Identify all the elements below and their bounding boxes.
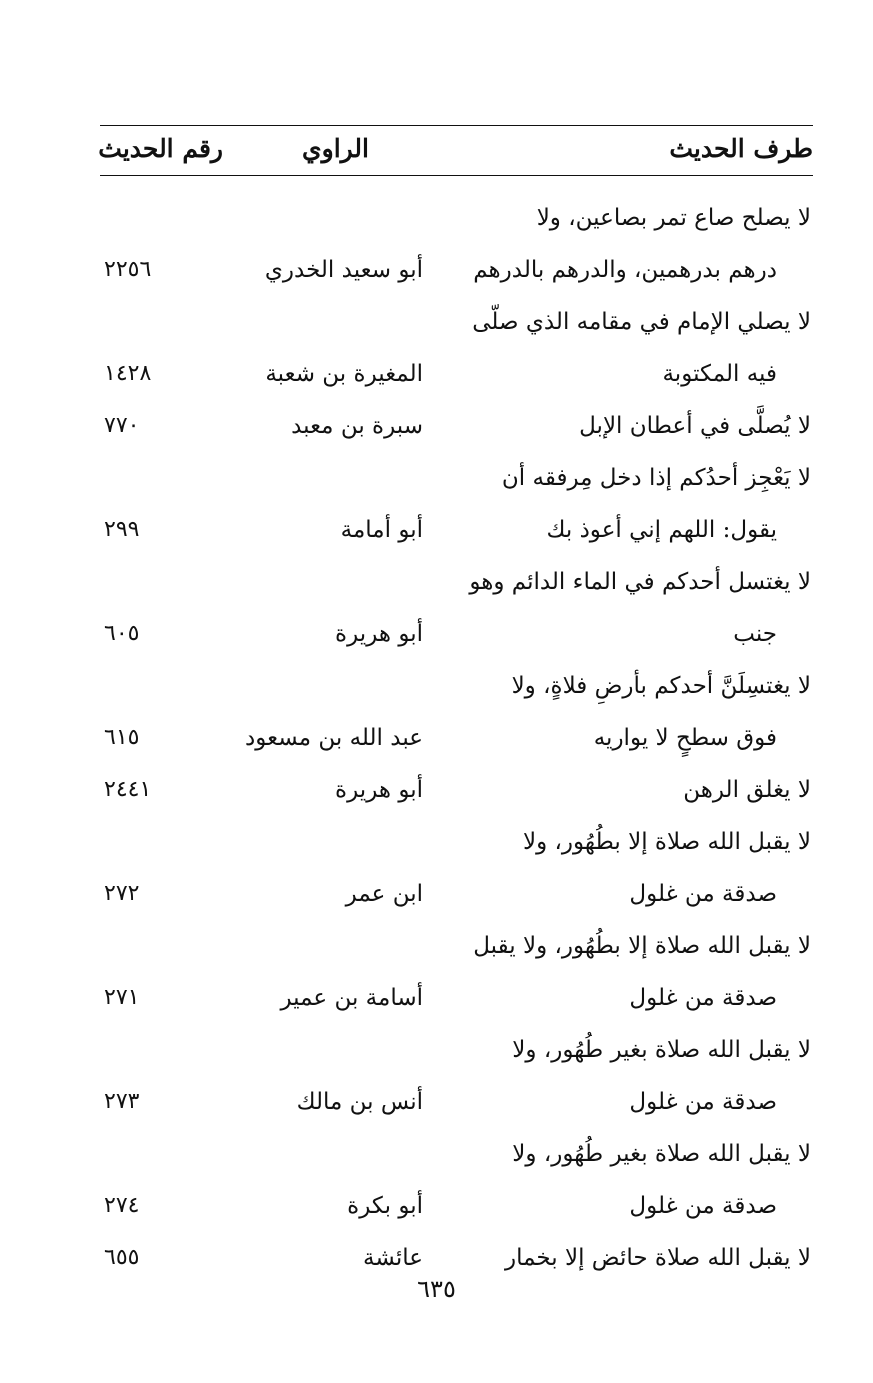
hadith-line: لا يقبل الله صلاة حائض إلا بخمار xyxy=(505,1245,811,1271)
header-hadith: طرف الحديث xyxy=(669,134,813,163)
hadith-line: فيه المكتوبة xyxy=(662,361,777,387)
narrator-name: أسامة بن عمير xyxy=(280,985,423,1011)
hadith-text xyxy=(441,920,811,1024)
hadith-line: لا يغلق الرهن xyxy=(683,777,811,803)
hadith-number: ٢٧٤ xyxy=(104,1193,140,1218)
hadith-line: لا يقبل الله صلاة إلا بطُهُور، ولا يقبل xyxy=(473,933,811,959)
hadith-number: ٢٧٢ xyxy=(104,881,140,906)
hadith-line: صدقة من غلول xyxy=(629,1193,777,1219)
hadith-text xyxy=(441,1024,811,1128)
hadith-number: ٢٧٣ xyxy=(104,1089,140,1114)
hadith-number: ٧٧٠ xyxy=(104,413,140,438)
header-narrator: الراوي xyxy=(302,134,369,163)
hadith-line: لا يغتسل أحدكم في الماء الدائم وهو xyxy=(469,569,811,595)
hadith-line: لا يغتسِلَنَّ أحدكم بأرضِ فلاةٍ، ولا xyxy=(511,673,811,699)
index-entry xyxy=(0,192,873,296)
hadith-text xyxy=(441,764,811,816)
hadith-line: لا يَعْجِز أحدُكم إذا دخل مِرفقه أن xyxy=(501,465,811,491)
hadith-line: فوق سطحٍ لا يواريه xyxy=(593,725,777,751)
hadith-line: صدقة من غلول xyxy=(629,985,777,1011)
hadith-line: جنب xyxy=(733,621,777,647)
hadith-number: ١٤٢٨ xyxy=(104,361,152,386)
hadith-number: ٢٤٤١ xyxy=(104,777,152,802)
hadith-text xyxy=(441,452,811,556)
narrator-name: أبو أمامة xyxy=(340,517,423,543)
page-number: ٦٣٥ xyxy=(417,1275,456,1303)
narrator-name: عائشة xyxy=(363,1245,423,1271)
hadith-number: ٦١٥ xyxy=(104,725,140,750)
hadith-number: ٦٥٥ xyxy=(104,1245,140,1270)
hadith-line: صدقة من غلول xyxy=(629,1089,777,1115)
hadith-text xyxy=(441,556,811,660)
hadith-line: لا يصلي الإمام في مقامه الذي صلّى xyxy=(472,309,811,335)
narrator-name: سبرة بن معبد xyxy=(291,413,423,439)
narrator-name: أبو بكرة xyxy=(347,1193,423,1219)
hadith-text xyxy=(441,1128,811,1232)
index-entry xyxy=(0,816,873,920)
hadith-number: ٢٧١ xyxy=(104,985,140,1010)
hadith-line: لا يقبل الله صلاة بغير طُهُور، ولا xyxy=(512,1037,811,1063)
hadith-line: صدقة من غلول xyxy=(629,881,777,907)
hadith-text xyxy=(441,660,811,764)
hadith-number: ٢٩٩ xyxy=(104,517,140,542)
hadith-line: لا يقبل الله صلاة بغير طُهُور، ولا xyxy=(512,1141,811,1167)
index-entry xyxy=(0,920,873,1024)
narrator-name: أبو هريرة xyxy=(335,621,423,647)
index-entry xyxy=(0,452,873,556)
index-entry xyxy=(0,556,873,660)
narrator-name: المغيرة بن شعبة xyxy=(265,361,423,387)
hadith-line: لا يُصلَّى في أعطان الإبل xyxy=(579,413,811,439)
index-entry xyxy=(0,660,873,764)
narrator-name: عبد الله بن مسعود xyxy=(245,725,423,751)
narrator-name: أبو سعيد الخدري xyxy=(264,257,423,283)
narrator-name: أنس بن مالك xyxy=(296,1089,423,1115)
index-entry xyxy=(0,1024,873,1128)
index-entry xyxy=(0,400,873,452)
header-number: رقم الحديث xyxy=(98,134,223,163)
narrator-name: أبو هريرة xyxy=(335,777,423,803)
hadith-line: درهم بدرهمين، والدرهم بالدرهم xyxy=(473,257,777,283)
hadith-text xyxy=(441,400,811,452)
index-entry xyxy=(0,1128,873,1232)
hadith-line: لا يقبل الله صلاة إلا بطُهُور، ولا xyxy=(522,829,811,855)
hadith-text xyxy=(441,816,811,920)
hadith-text xyxy=(441,296,811,400)
hadith-line: لا يصلح صاع تمر بصاعين، ولا xyxy=(536,205,811,231)
hadith-line: يقول: اللهم إني أعوذ بك xyxy=(546,517,777,543)
index-entry xyxy=(0,764,873,816)
narrator-name: ابن عمر xyxy=(345,881,423,907)
hadith-number: ٢٢٥٦ xyxy=(104,257,152,282)
hadith-text xyxy=(441,192,811,296)
hadith-number: ٦٠٥ xyxy=(104,621,140,646)
index-entry xyxy=(0,296,873,400)
